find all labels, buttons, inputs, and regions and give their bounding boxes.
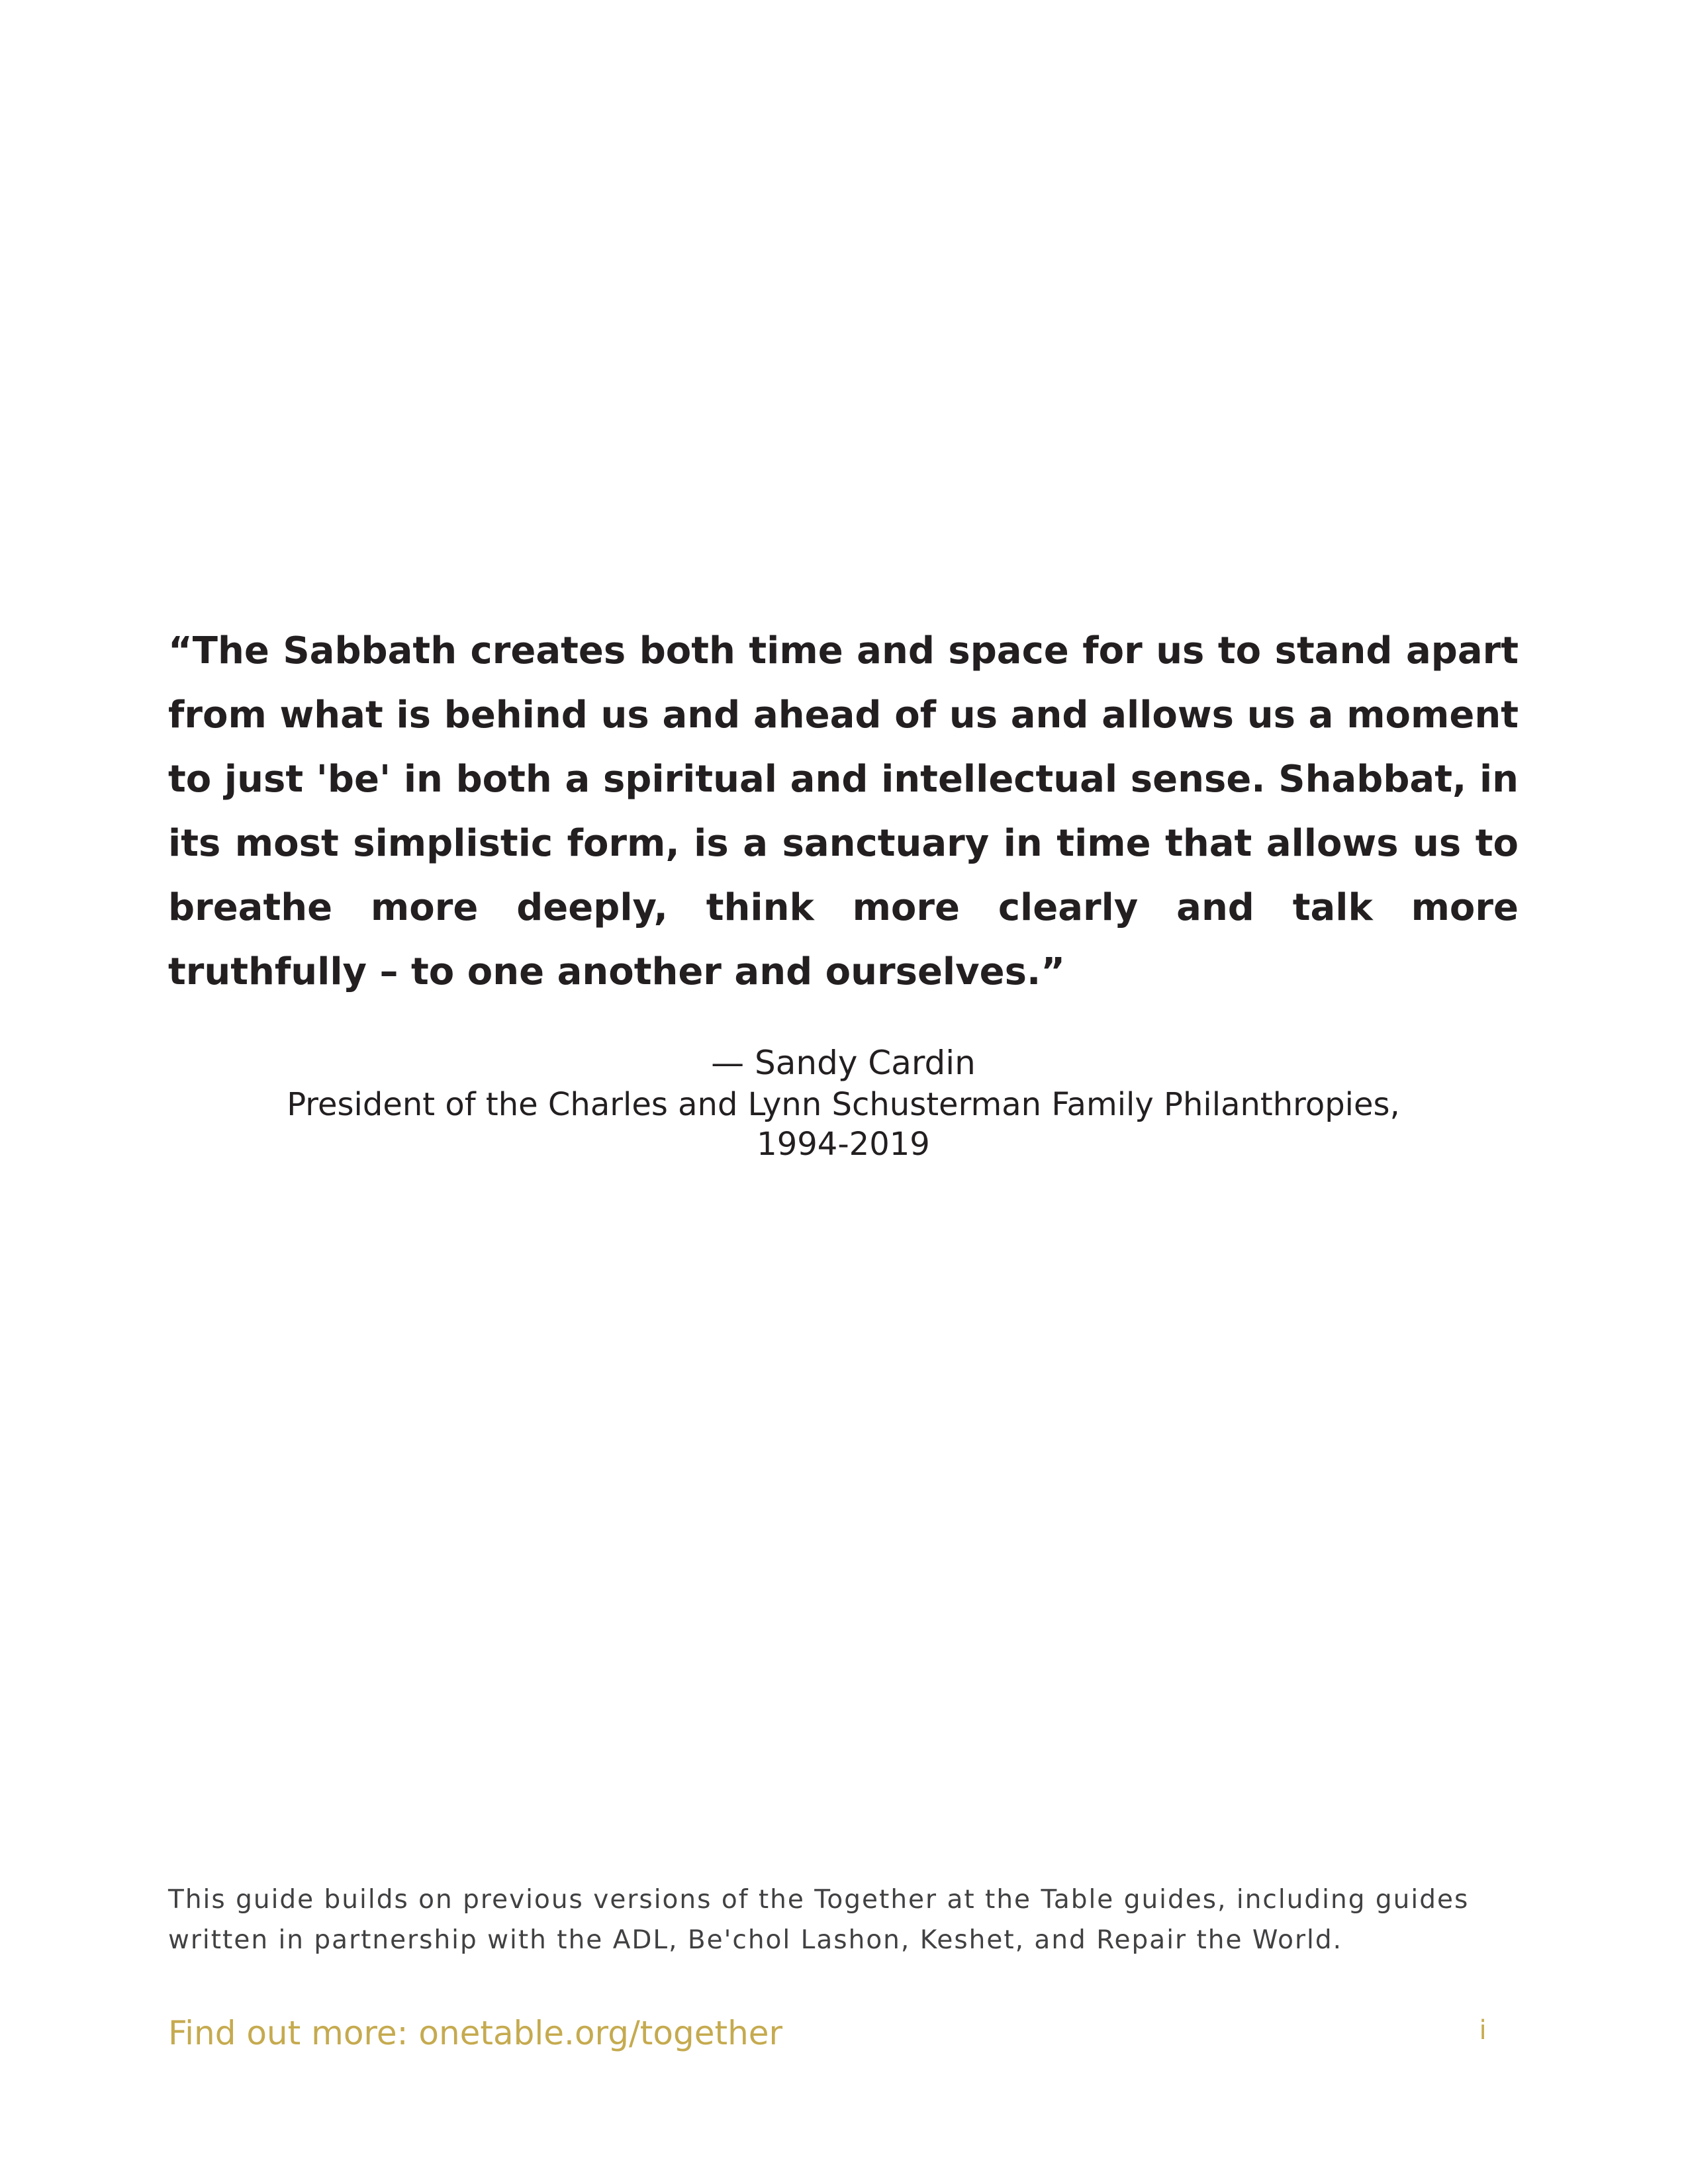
page-number: i	[1479, 2015, 1487, 2046]
attribution-role: President of the Charles and Lynn Schusterman Family Philanthropies,	[287, 1086, 1400, 1123]
attribution-name: — Sandy Cardin	[711, 1044, 976, 1082]
find-out-more-link[interactable]: Find out more: onetable.org/together	[168, 2014, 783, 2052]
attribution-years: 1994-2019	[757, 1126, 930, 1163]
quote-attribution	[168, 1041, 1519, 1164]
pull-quote: “The Sabbath creates both time and space for us to stand apart from what is behind us and ahead of us and allows us a moment to just 'be' in both a spiritual and intellectual sense. Shabbat, in its most simplistic form, is a sanctuary in time that allows us to breathe more deeply, think more clearly and talk more truthfully – to one another and ourselves.”	[168, 629, 1519, 993]
guide-credits-note: This guide builds on previous versions of the Together at the Table guides, including guides written in partnership with the ADL, Be'chol Lashon, Keshet, and Repair the World.	[168, 1885, 1470, 1955]
